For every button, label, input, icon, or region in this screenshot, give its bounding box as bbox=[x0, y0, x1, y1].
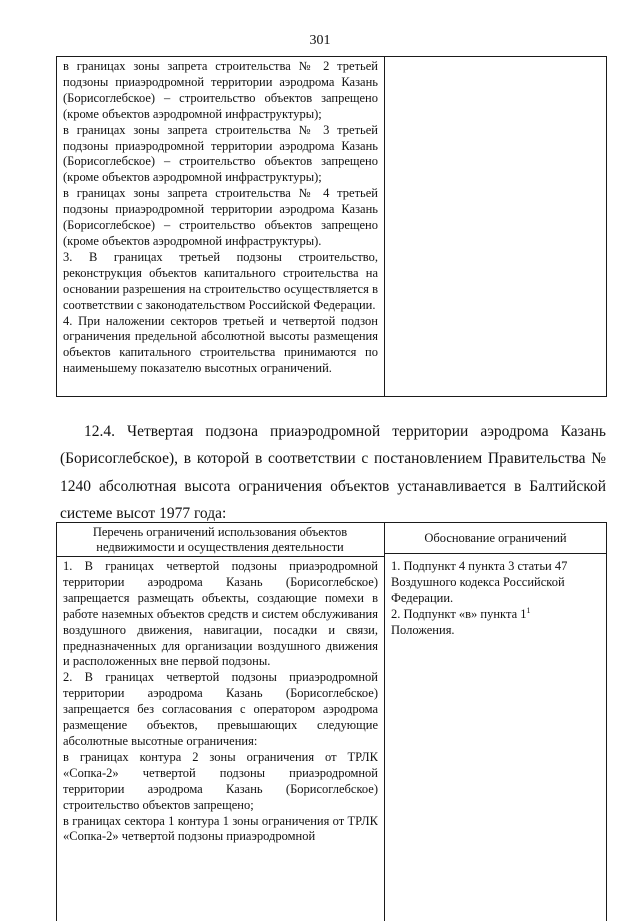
table-2-header-divider bbox=[384, 553, 607, 554]
table-2-right-cell bbox=[385, 559, 599, 639]
superscript-mark: 1 bbox=[526, 605, 531, 615]
justification-text: 2. Подпункт «в» пункта 1 bbox=[391, 606, 527, 621]
table-2-header-divider bbox=[56, 556, 384, 557]
table-2-header-right: Обоснование ограничений bbox=[424, 530, 567, 545]
table-1-paragraph: в границах зоны запрета строительства № 4 третьей подзоны приаэродромной территории аэродрома Казань (Борисоглебское) – строительство объектов запрещено (кроме объектов аэродромной инфраструктуры). bbox=[63, 186, 378, 248]
table-1-left-cell bbox=[57, 59, 384, 377]
table-2-paragraph: в границах сектора 1 контура 1 зоны ограничения от ТРЛК «Сопка-2» четвертой подзоны приаэродромной bbox=[63, 813, 378, 844]
section-paragraph-12-4: 12.4. Четвертая подзона приаэродромной территории аэродрома Казань (Борисоглебское), в которой в соответствии с постановлением Правительства № 1240 абсолютная высота ограничения объектов устанавливается в Балтийской системе высот 1977 года: bbox=[60, 423, 606, 523]
page-number: 301 bbox=[309, 33, 331, 48]
table-1-paragraph: 3. В границах третьей подзоны строительство, реконструкция объектов капитального строительства на основании разрешения на строительство осуществляется в соответствии с законодательством Российской Федерации. bbox=[63, 249, 378, 312]
table-1-paragraph: в границах зоны запрета строительства № 3 третьей подзоны приаэродромной территории аэродрома Казань (Борисоглебское) – строительство объектов запрещено (кроме объектов аэродромной инфраструктуры); bbox=[63, 122, 378, 185]
justification-line bbox=[391, 607, 593, 623]
justification-line: Положения. bbox=[391, 622, 455, 637]
table-2-paragraph: 1. В границах четвертой подзоны приаэродромной территории аэродрома Казань (Борисоглебское) запрещается размещать объекты, создающие помехи в работе наземных объектов средств и систем обслуживания воздушного движения, навигации, посадки и связи, предназначенных для организации воздушного движения и расположенных вне первой подзоны. bbox=[63, 559, 378, 669]
table-2-paragraph: 2. В границах четвертой подзоны приаэродромной территории аэродрома Казань (Борисоглебское) запрещается без согласования с оператором аэродрома размещение объектов, превышающих следующие абсолютные высотные ограничения: bbox=[63, 670, 378, 748]
table-1-column-divider bbox=[384, 56, 385, 397]
table-1-paragraph: 4. При наложении секторов третьей и четвертой подзон ограничения предельной абсолютной высоты размещения объектов капитального строительства принимаются по наименьшему показателю высотных ограничений. bbox=[63, 313, 378, 376]
table-2-header-left: Перечень ограничений использования объектов недвижимости и осуществления деятельности bbox=[92, 524, 348, 554]
table-2-paragraph: в границах контура 2 зоны ограничения от ТРЛК «Сопка-2» четвертой подзоны приаэродромной территории аэродрома Казань (Борисоглебское) строительство объектов запрещено; bbox=[63, 749, 378, 812]
table-1-paragraph: в границах зоны запрета строительства № 2 третьей подзоны приаэродромной территории аэродрома Казань (Борисоглебское) – строительство объектов запрещено (кроме объектов аэродромной инфраструктуры); bbox=[63, 59, 378, 121]
justification-line: 1. Подпункт 4 пункта 3 статьи 47 Воздушного кодекса Российской Федерации. bbox=[391, 559, 568, 605]
table-2-left-cell bbox=[57, 559, 384, 845]
